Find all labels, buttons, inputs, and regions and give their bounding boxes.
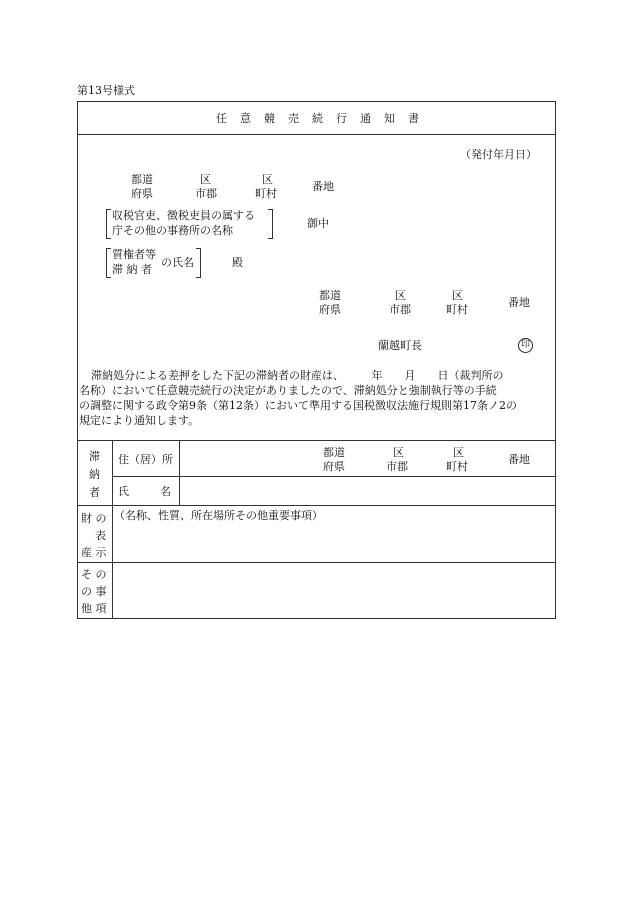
- onchu: 御中: [307, 217, 329, 230]
- title-divider: [77, 134, 556, 135]
- sender-ku2-line1: 区: [452, 289, 463, 302]
- table-ku2-line2: 町村: [446, 460, 468, 473]
- body-line-2: 名称）において任意競売続行の決定がありましたので、滞納処分と強制執行等の手続: [79, 384, 497, 397]
- title-char: 知: [384, 112, 395, 125]
- holder-no-shimei: の氏名: [161, 256, 194, 269]
- sender-banchi: 番地: [508, 296, 530, 309]
- other-label-3: 他 項: [81, 602, 107, 615]
- sender-pref-line1: 都道: [319, 289, 341, 302]
- title-char: 書: [408, 112, 419, 125]
- address-label: 住（居）所: [118, 453, 173, 466]
- body-line-4: 規定により通知します。: [79, 414, 200, 427]
- frame-bottom: [77, 618, 556, 619]
- body-divider: [77, 440, 556, 441]
- frame-top: [77, 101, 556, 102]
- property-label-3: 産 示: [81, 546, 107, 559]
- issue-date: （発付年月日）: [460, 148, 537, 161]
- table-pref-line1: 都道: [323, 446, 345, 459]
- sender-pref-line2: 府県: [319, 303, 341, 316]
- table-ku-line2: 市郡: [386, 460, 408, 473]
- name-label-1: 氏: [118, 485, 129, 498]
- addressee-pref-line1: 都道: [131, 173, 153, 186]
- taino-char: 滞: [89, 450, 100, 463]
- label-column-divider: [112, 440, 113, 619]
- addressee-ku-line1: 区: [200, 173, 211, 186]
- addressee-ku-line2: 市郡: [195, 187, 217, 200]
- taino-sub-divider: [179, 440, 180, 506]
- addressee-ku2-line2: 町村: [255, 187, 277, 200]
- frame-left: [77, 101, 78, 619]
- holder-line1: 質権者等: [112, 248, 156, 261]
- sender-ku-line2: 市郡: [389, 303, 411, 316]
- body-line-1: 滞納処分による差押をした下記の滞納者の財産は、 年 月 日（裁判所の: [91, 369, 504, 382]
- frame-right: [555, 101, 556, 619]
- addressee-ku2-line1: 区: [262, 173, 273, 186]
- sender-name: 蘭越町長: [378, 339, 422, 352]
- addressee-pref-line2: 府県: [131, 187, 153, 200]
- property-note: （名称、性質、所在場所その他重要事項）: [114, 509, 323, 522]
- body-line-3: の調整に関する政令第9条（第12条）において準用する国税徴収法施行規則第17条ノ2の: [79, 399, 517, 412]
- title-char: 行: [336, 112, 347, 125]
- other-label-1: そ の: [81, 568, 107, 581]
- taino-divider: [77, 505, 556, 506]
- holder-line2: 滞 納 者: [112, 263, 152, 276]
- seal-icon: 印: [518, 338, 533, 353]
- dono: 殿: [232, 256, 243, 269]
- title-char: 任: [216, 112, 227, 125]
- taino-char: 者: [89, 486, 100, 499]
- name-label-2: 名: [160, 485, 171, 498]
- table-pref-line2: 府県: [323, 460, 345, 473]
- office-line2: 庁その他の事務所の名称: [112, 224, 233, 237]
- sender-ku-line1: 区: [395, 289, 406, 302]
- property-label-2: 表: [95, 529, 106, 542]
- table-banchi: 番地: [508, 453, 530, 466]
- title-char: 意: [240, 112, 251, 125]
- title-char: 競: [264, 112, 275, 125]
- office-bracket-right: [268, 209, 273, 239]
- other-label-2: の 事: [81, 585, 107, 598]
- title-char: 売: [288, 112, 299, 125]
- sender-ku2-line2: 町村: [446, 303, 468, 316]
- holder-bracket-right: [196, 248, 201, 278]
- property-label-1: 財 の: [81, 512, 107, 525]
- office-line1: 収税官吏、徴税吏員の属する: [112, 209, 255, 222]
- property-divider: [77, 562, 556, 563]
- taino-char: 納: [89, 468, 100, 481]
- title-char: 通: [360, 112, 371, 125]
- addressee-banchi: 番地: [312, 180, 334, 193]
- form-number: 第13号様式: [77, 84, 135, 97]
- office-bracket-left: [106, 209, 111, 239]
- holder-bracket-left: [106, 248, 111, 278]
- title-char: 続: [312, 112, 323, 125]
- table-ku-line1: 区: [393, 446, 404, 459]
- table-ku2-line1: 区: [453, 446, 464, 459]
